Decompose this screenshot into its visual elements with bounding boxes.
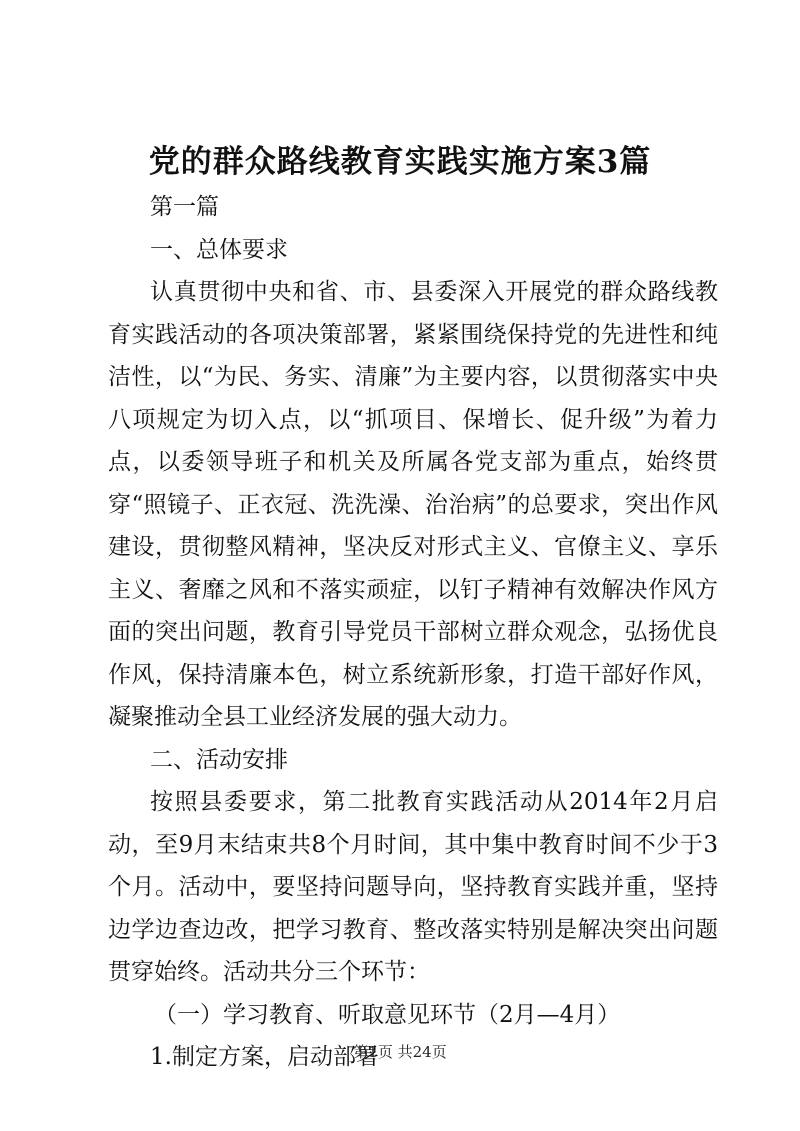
document-body <box>108 186 718 1079</box>
section-heading-activity-arrangement: 二、活动安排 <box>150 746 288 773</box>
section-heading-general-requirements: 一、总体要求 <box>150 236 288 263</box>
paragraph-activity-arrangement: 按照县委要求，第二批教育实践活动从2014年2月启动，至9月末结束共8个月时间，其中集中教育时间不少于3个月。活动中，要坚持问题导向，坚持教育实践并重，坚持边学边查边改，把学习教育、整改落实特别是解决突出问题贯穿始终。活动共分三个环节： <box>108 789 718 985</box>
page-number-footer: 第1页 共24页 <box>353 1043 447 1061</box>
subsection-heading-learning-stage: （一）学习教育、听取意见环节（2月—4月） <box>154 1001 621 1028</box>
item-heading-make-plan: 1.制定方案，启动部署 <box>150 1044 379 1070</box>
document-title: 党的群众路线教育实践实施方案3篇 <box>148 144 652 180</box>
paragraph-general-requirements: 认真贯彻中央和省、市、县委深入开展党的群众路线教育实践活动的各项决策部署，紧紧围绕保持党的先进性和纯洁性，以“为民、务实、清廉”为主要内容，以贯彻落实中央八项规定为切入点，以“抓项目、保增长、促升级”为着力点，以委领导班子和机关及所属各党支部为重点，始终贯穿“照镜子、正衣冠、洗洗澡、治治病”的总要求，突出作风建设，贯彻整风精神，坚决反对形式主义、官僚主义、享乐主义、奢靡之风和不落实顽症，以钉子精神有效解决作风方面的突出问题，教育引导党员干部树立群众观念，弘扬优良作风，保持清廉本色，树立系统新形象，打造干部好作风，凝聚推动全县工业经济发展的强大动力。 <box>108 279 718 730</box>
section-heading-first: 第一篇 <box>150 194 219 220</box>
